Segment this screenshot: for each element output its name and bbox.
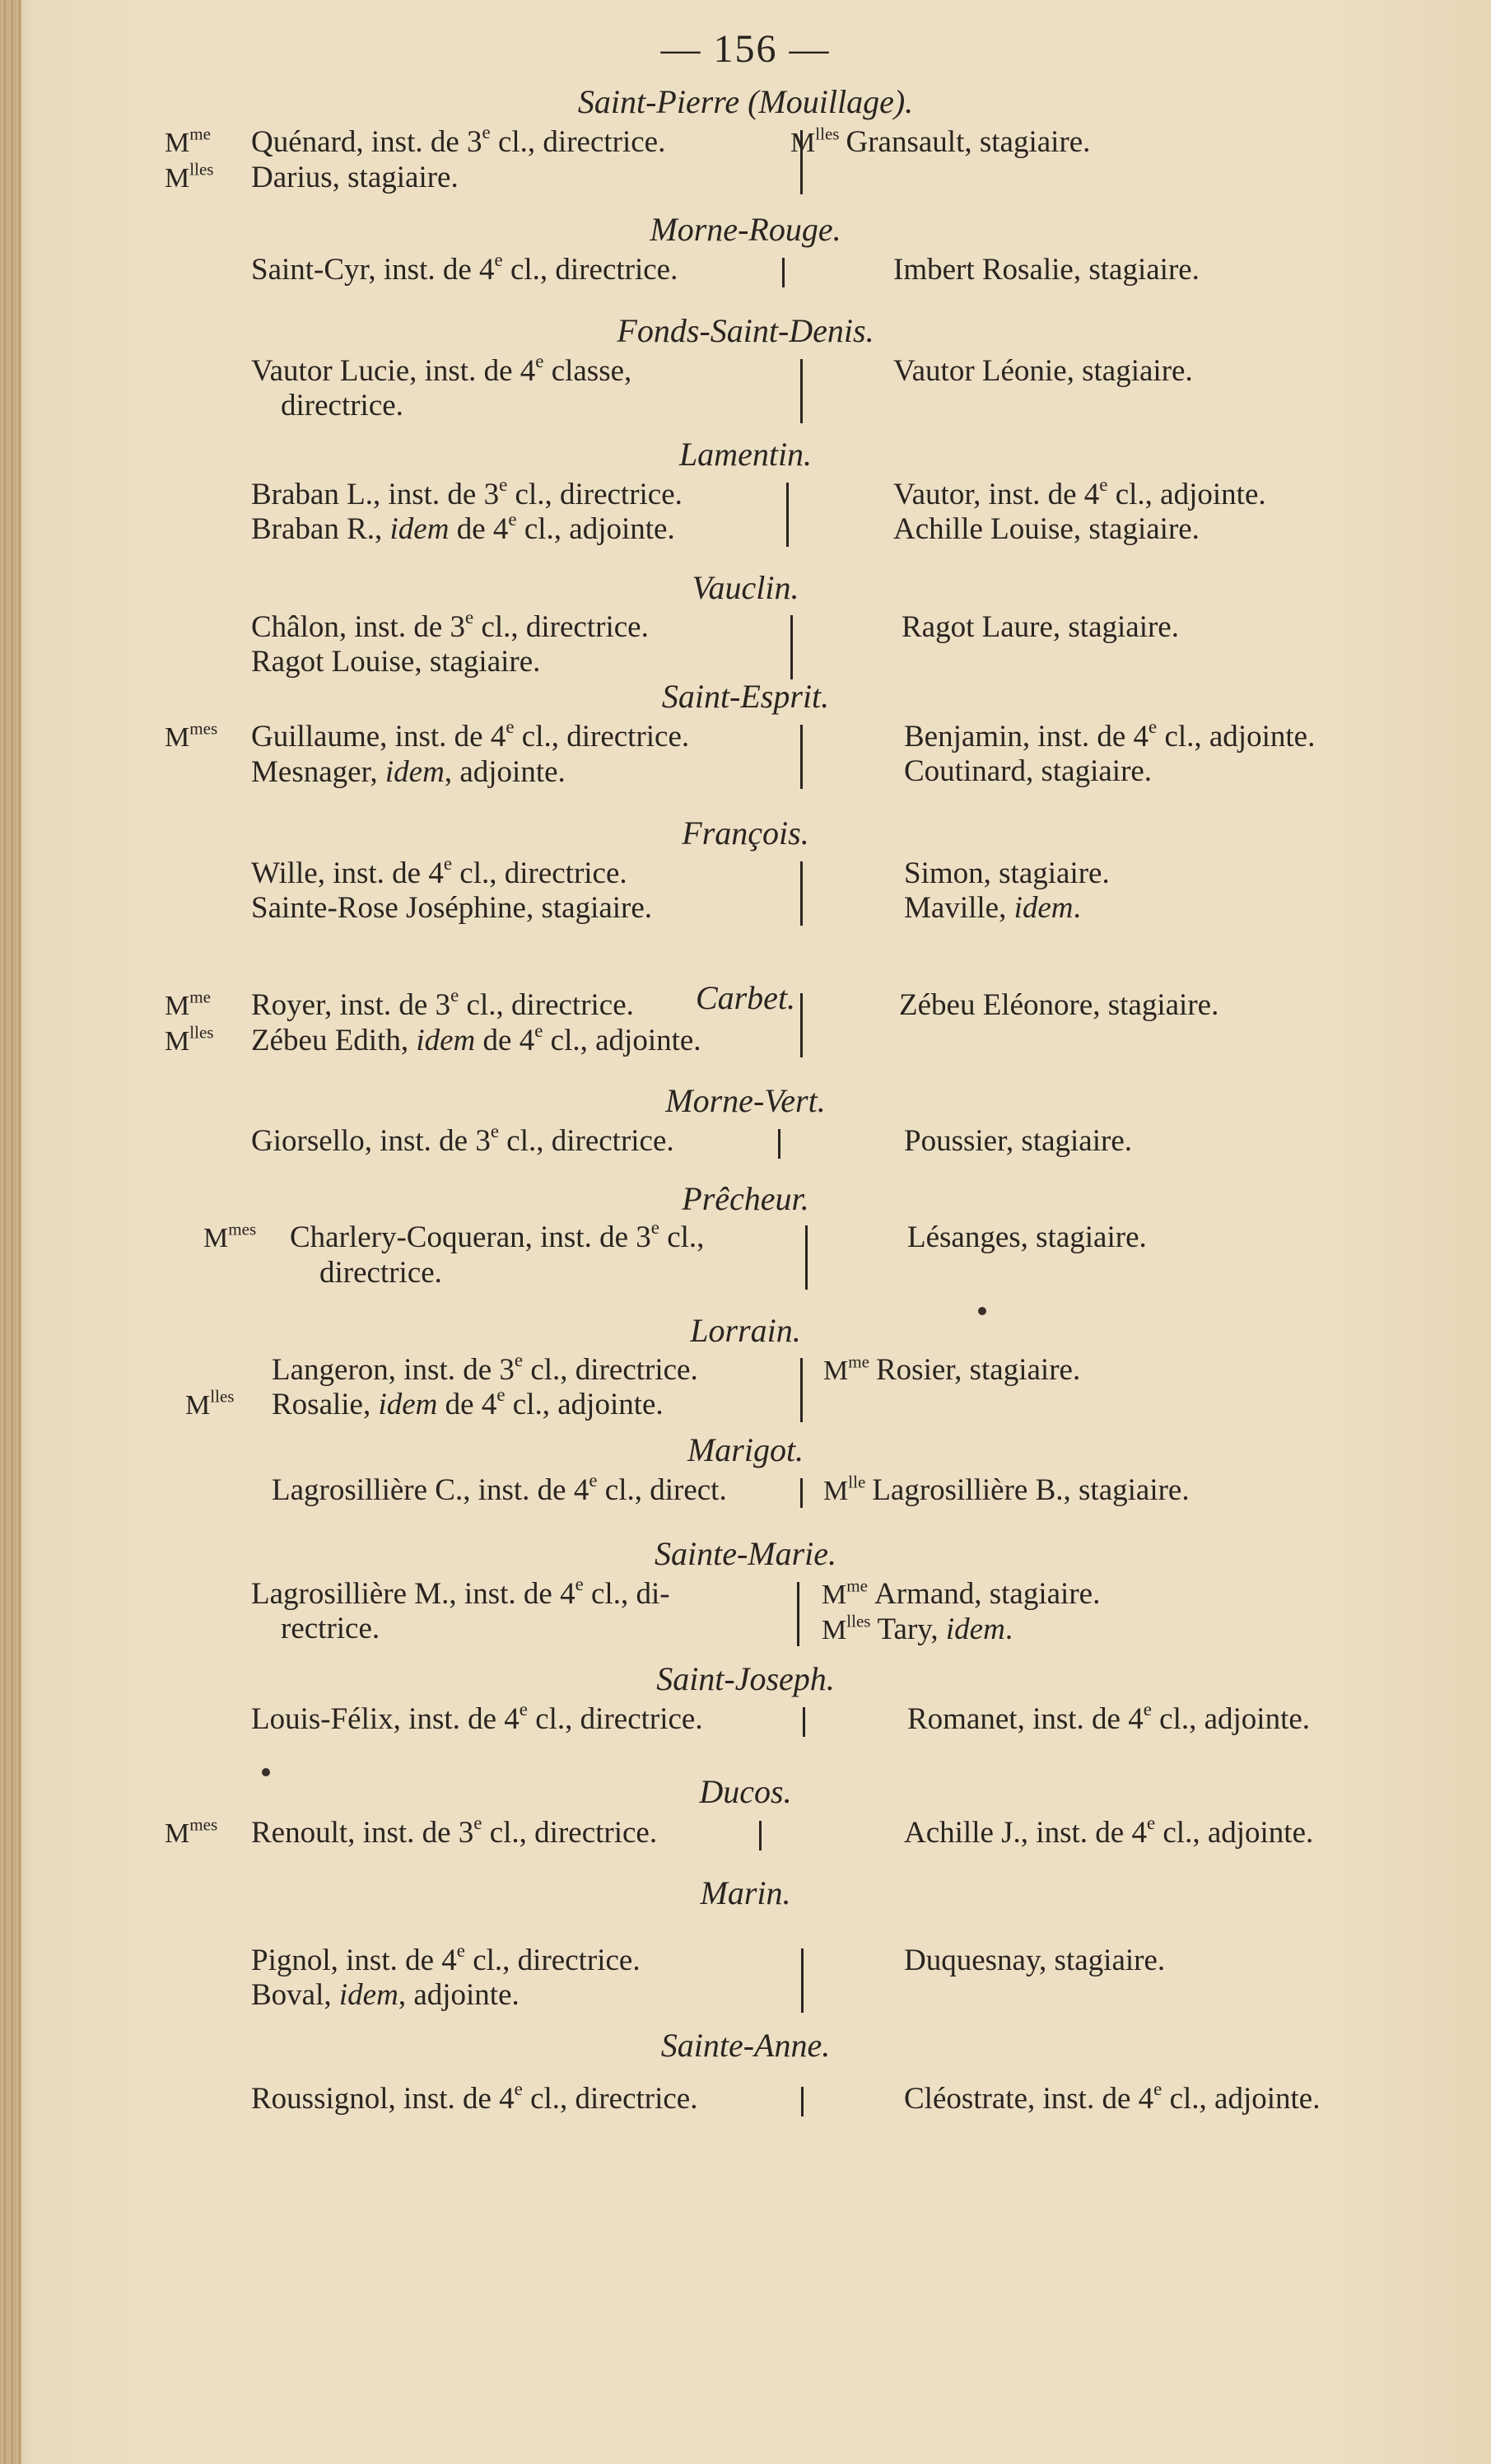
entry-line: Duquesnay, stagiaire.	[904, 1944, 1166, 1977]
left-column	[251, 1939, 641, 2013]
entry-line: directrice.	[319, 1256, 442, 1290]
left-column	[251, 606, 649, 679]
column-divider	[801, 1948, 804, 2013]
right-column	[893, 253, 1200, 287]
entry-line: Wille, inst. de 4e cl., directrice.	[251, 852, 627, 890]
entry-line: $M^{mes}$ Charlery-Coqueran, inst. de 3e cl.,	[203, 1216, 705, 1254]
entry-line: Châlon, inst. de 3e cl., directrice.	[251, 606, 649, 644]
left-column	[251, 1573, 670, 1646]
entry-line: $M^{me}$ Rosier, stagiaire.	[823, 1351, 1081, 1387]
entry-line: Cléostrate, inst. de 4e cl., adjointe.	[904, 2078, 1321, 2116]
entry-line: Simon, stagiaire.	[904, 856, 1110, 890]
entry-line: Benjamin, inst. de 4e cl., adjointe.	[904, 716, 1316, 754]
entry-line: Boval, idem, adjointe.	[251, 1978, 520, 2012]
entry-line: rectrice.	[281, 1612, 380, 1645]
ink-speck	[978, 1307, 986, 1315]
right-column	[904, 1944, 1165, 1978]
honorific-prefix: $M^{lles}$	[185, 1386, 235, 1421]
column-divider	[805, 1225, 808, 1290]
entry-line: Imbert Rosalie, stagiaire.	[893, 253, 1200, 287]
column-divider	[800, 993, 803, 1057]
left-column	[251, 852, 653, 926]
column-divider	[800, 725, 803, 789]
left-column	[185, 1349, 698, 1423]
entry-line: $M^{lles}$ Darius, stagiaire.	[165, 159, 459, 194]
binding-edge	[0, 0, 21, 2464]
left-column	[251, 474, 683, 547]
right-column	[907, 1698, 1311, 1737]
entry-line: Vautor Léonie, stagiaire.	[893, 354, 1193, 388]
left-column	[203, 1216, 705, 1290]
right-column	[822, 1577, 1100, 1648]
column-divider	[800, 359, 803, 423]
column-divider	[786, 483, 789, 547]
honorific-prefix: $M^{lles}$	[165, 1022, 214, 1057]
section-heading: Carbet.	[695, 979, 796, 1016]
entry-line: Ragot Laure, stagiaire.	[902, 610, 1179, 644]
section-heading: Vauclin.	[692, 569, 799, 606]
right-column	[904, 856, 1110, 926]
right-column	[823, 1353, 1080, 1388]
column-divider	[790, 615, 793, 679]
honorific-prefix: $M^{lle}$	[823, 1472, 866, 1506]
section-heading: Marigot.	[687, 1431, 804, 1468]
section-heading: François.	[682, 814, 809, 852]
entry-line: Sainte-Rose Joséphine, stagiaire.	[251, 891, 653, 925]
right-column	[893, 474, 1266, 547]
honorific-prefix: $M^{me}$	[823, 1351, 869, 1386]
entry-line: Achille J., inst. de 4e cl., adjointe.	[904, 1812, 1314, 1850]
honorific-prefix: $M^{me}$	[165, 987, 211, 1021]
column-divider	[800, 1358, 803, 1422]
honorific-prefix: $M^{me}$	[822, 1575, 868, 1610]
entry-line: $M^{lles}$ Zébeu Edith, idem de 4e cl., adjointe.	[165, 1020, 701, 1057]
left-column	[251, 1698, 703, 1737]
entry-line: directrice.	[281, 389, 403, 422]
column-divider	[800, 861, 803, 926]
right-column	[823, 1473, 1190, 1509]
entry-line: $M^{me}$ Royer, inst. de 3e cl., directrice.	[165, 984, 634, 1022]
left-column	[165, 716, 690, 790]
page-number: — 156 —	[660, 27, 831, 71]
honorific-prefix: $M^{mes}$	[165, 1814, 218, 1849]
right-column	[904, 1124, 1132, 1159]
column-divider	[801, 2087, 804, 2116]
honorific-prefix: $M^{mes}$	[165, 718, 218, 753]
entry-line: Achille Louise, stagiaire.	[893, 512, 1200, 546]
section-heading: Lorrain.	[690, 1312, 801, 1349]
entry-line: Braban L., inst. de 3e cl., directrice.	[251, 474, 683, 511]
right-column	[904, 2078, 1321, 2116]
entry-line: $M^{me}$ Quénard, inst. de 3e cl., directrice.	[165, 121, 666, 159]
section-heading: Saint-Pierre (Mouillage).	[577, 83, 914, 120]
entry-line: $M^{lles}$ Tary, idem.	[822, 1611, 1013, 1646]
column-divider	[800, 1478, 803, 1508]
entry-line: Poussier, stagiaire.	[904, 1124, 1132, 1158]
entry-line: Maville, idem.	[904, 891, 1081, 925]
honorific-prefix: $M^{mes}$	[203, 1219, 257, 1253]
right-column	[902, 610, 1179, 645]
left-column	[165, 984, 701, 1059]
left-column	[165, 1812, 658, 1851]
section-heading: Marin.	[700, 1874, 791, 1911]
entry-line: $M^{lles}$ Rosalie, idem de 4e cl., adjointe.	[185, 1384, 664, 1421]
section-heading: Ducos.	[699, 1773, 792, 1810]
right-column	[790, 125, 1090, 161]
entry-line: Roussignol, inst. de 4e cl., directrice.	[251, 2078, 698, 2116]
entry-line: Coutinard, stagiaire.	[904, 754, 1153, 788]
left-column	[251, 1120, 674, 1159]
entry-line: Langeron, inst. de 3e cl., directrice.	[272, 1349, 698, 1387]
honorific-prefix: $M^{lles}$	[822, 1611, 871, 1645]
section-heading: Saint-Joseph.	[656, 1660, 835, 1697]
left-column	[272, 1469, 727, 1508]
entry-line: Braban R., idem de 4e cl., adjointe.	[251, 508, 675, 546]
left-column	[251, 249, 678, 287]
right-column	[904, 1812, 1314, 1850]
section-heading: Sainte-Anne.	[660, 2027, 831, 2064]
section-heading: Morne-Rouge.	[650, 211, 841, 248]
honorific-prefix: $M^{lles}$	[790, 124, 840, 158]
section-heading: Lamentin.	[678, 436, 813, 473]
entry-line: Mesnager, idem, adjointe.	[251, 755, 566, 789]
section-heading: Morne-Vert.	[665, 1082, 826, 1119]
column-divider	[803, 1707, 805, 1737]
section-heading: Fonds-Saint-Denis.	[617, 312, 874, 349]
section-heading: Prêcheur.	[682, 1180, 809, 1217]
ink-speck	[262, 1768, 270, 1776]
entry-line: Vautor Lucie, inst. de 4e classe,	[251, 350, 632, 388]
entry-line: Pignol, inst. de 4e cl., directrice.	[251, 1939, 641, 1977]
right-column	[893, 354, 1193, 389]
left-column	[165, 121, 666, 196]
entry-line: $M^{mes}$ Guillaume, inst. de 4e cl., directrice.	[165, 716, 690, 754]
section-heading: Sainte-Marie.	[654, 1535, 837, 1572]
entry-line: $M^{lle}$ Lagrosillière B., stagiaire.	[823, 1472, 1190, 1507]
right-column	[904, 716, 1316, 789]
entry-line: Zébeu Eléonore, stagiaire.	[899, 988, 1219, 1022]
entry-line: Saint-Cyr, inst. de 4e cl., directrice.	[251, 249, 678, 287]
column-divider	[782, 258, 785, 287]
entry-line: Romanet, inst. de 4e cl., adjointe.	[907, 1698, 1311, 1736]
entry-line: Lagrosillière M., inst. de 4e cl., di-	[251, 1573, 670, 1611]
honorific-prefix: $M^{me}$	[165, 124, 211, 158]
right-column	[907, 1220, 1147, 1255]
left-column	[251, 2078, 698, 2116]
column-divider	[778, 1129, 780, 1159]
entry-line: Giorsello, inst. de 3e cl., directrice.	[251, 1120, 674, 1158]
column-divider	[797, 1582, 799, 1646]
right-column	[899, 988, 1218, 1023]
entry-line: $M^{me}$ Armand, stagiaire.	[822, 1575, 1101, 1611]
honorific-prefix: $M^{lles}$	[165, 159, 214, 194]
entry-line: Ragot Louise, stagiaire.	[251, 645, 541, 679]
entry-line: $M^{lles}$ Gransault, stagiaire.	[790, 124, 1091, 159]
column-divider	[759, 1821, 762, 1850]
entry-line: Vautor, inst. de 4e cl., adjointe.	[893, 474, 1266, 511]
entry-line: Louis-Félix, inst. de 4e cl., directrice.	[251, 1698, 703, 1736]
entry-line: Lagrosillière C., inst. de 4e cl., direct.	[272, 1469, 727, 1507]
section-heading: Saint-Esprit.	[661, 678, 830, 715]
entry-line: Lésanges, stagiaire.	[907, 1220, 1147, 1254]
entry-line: $M^{mes}$ Renoult, inst. de 3e cl., directrice.	[165, 1812, 658, 1850]
left-column	[251, 350, 632, 423]
